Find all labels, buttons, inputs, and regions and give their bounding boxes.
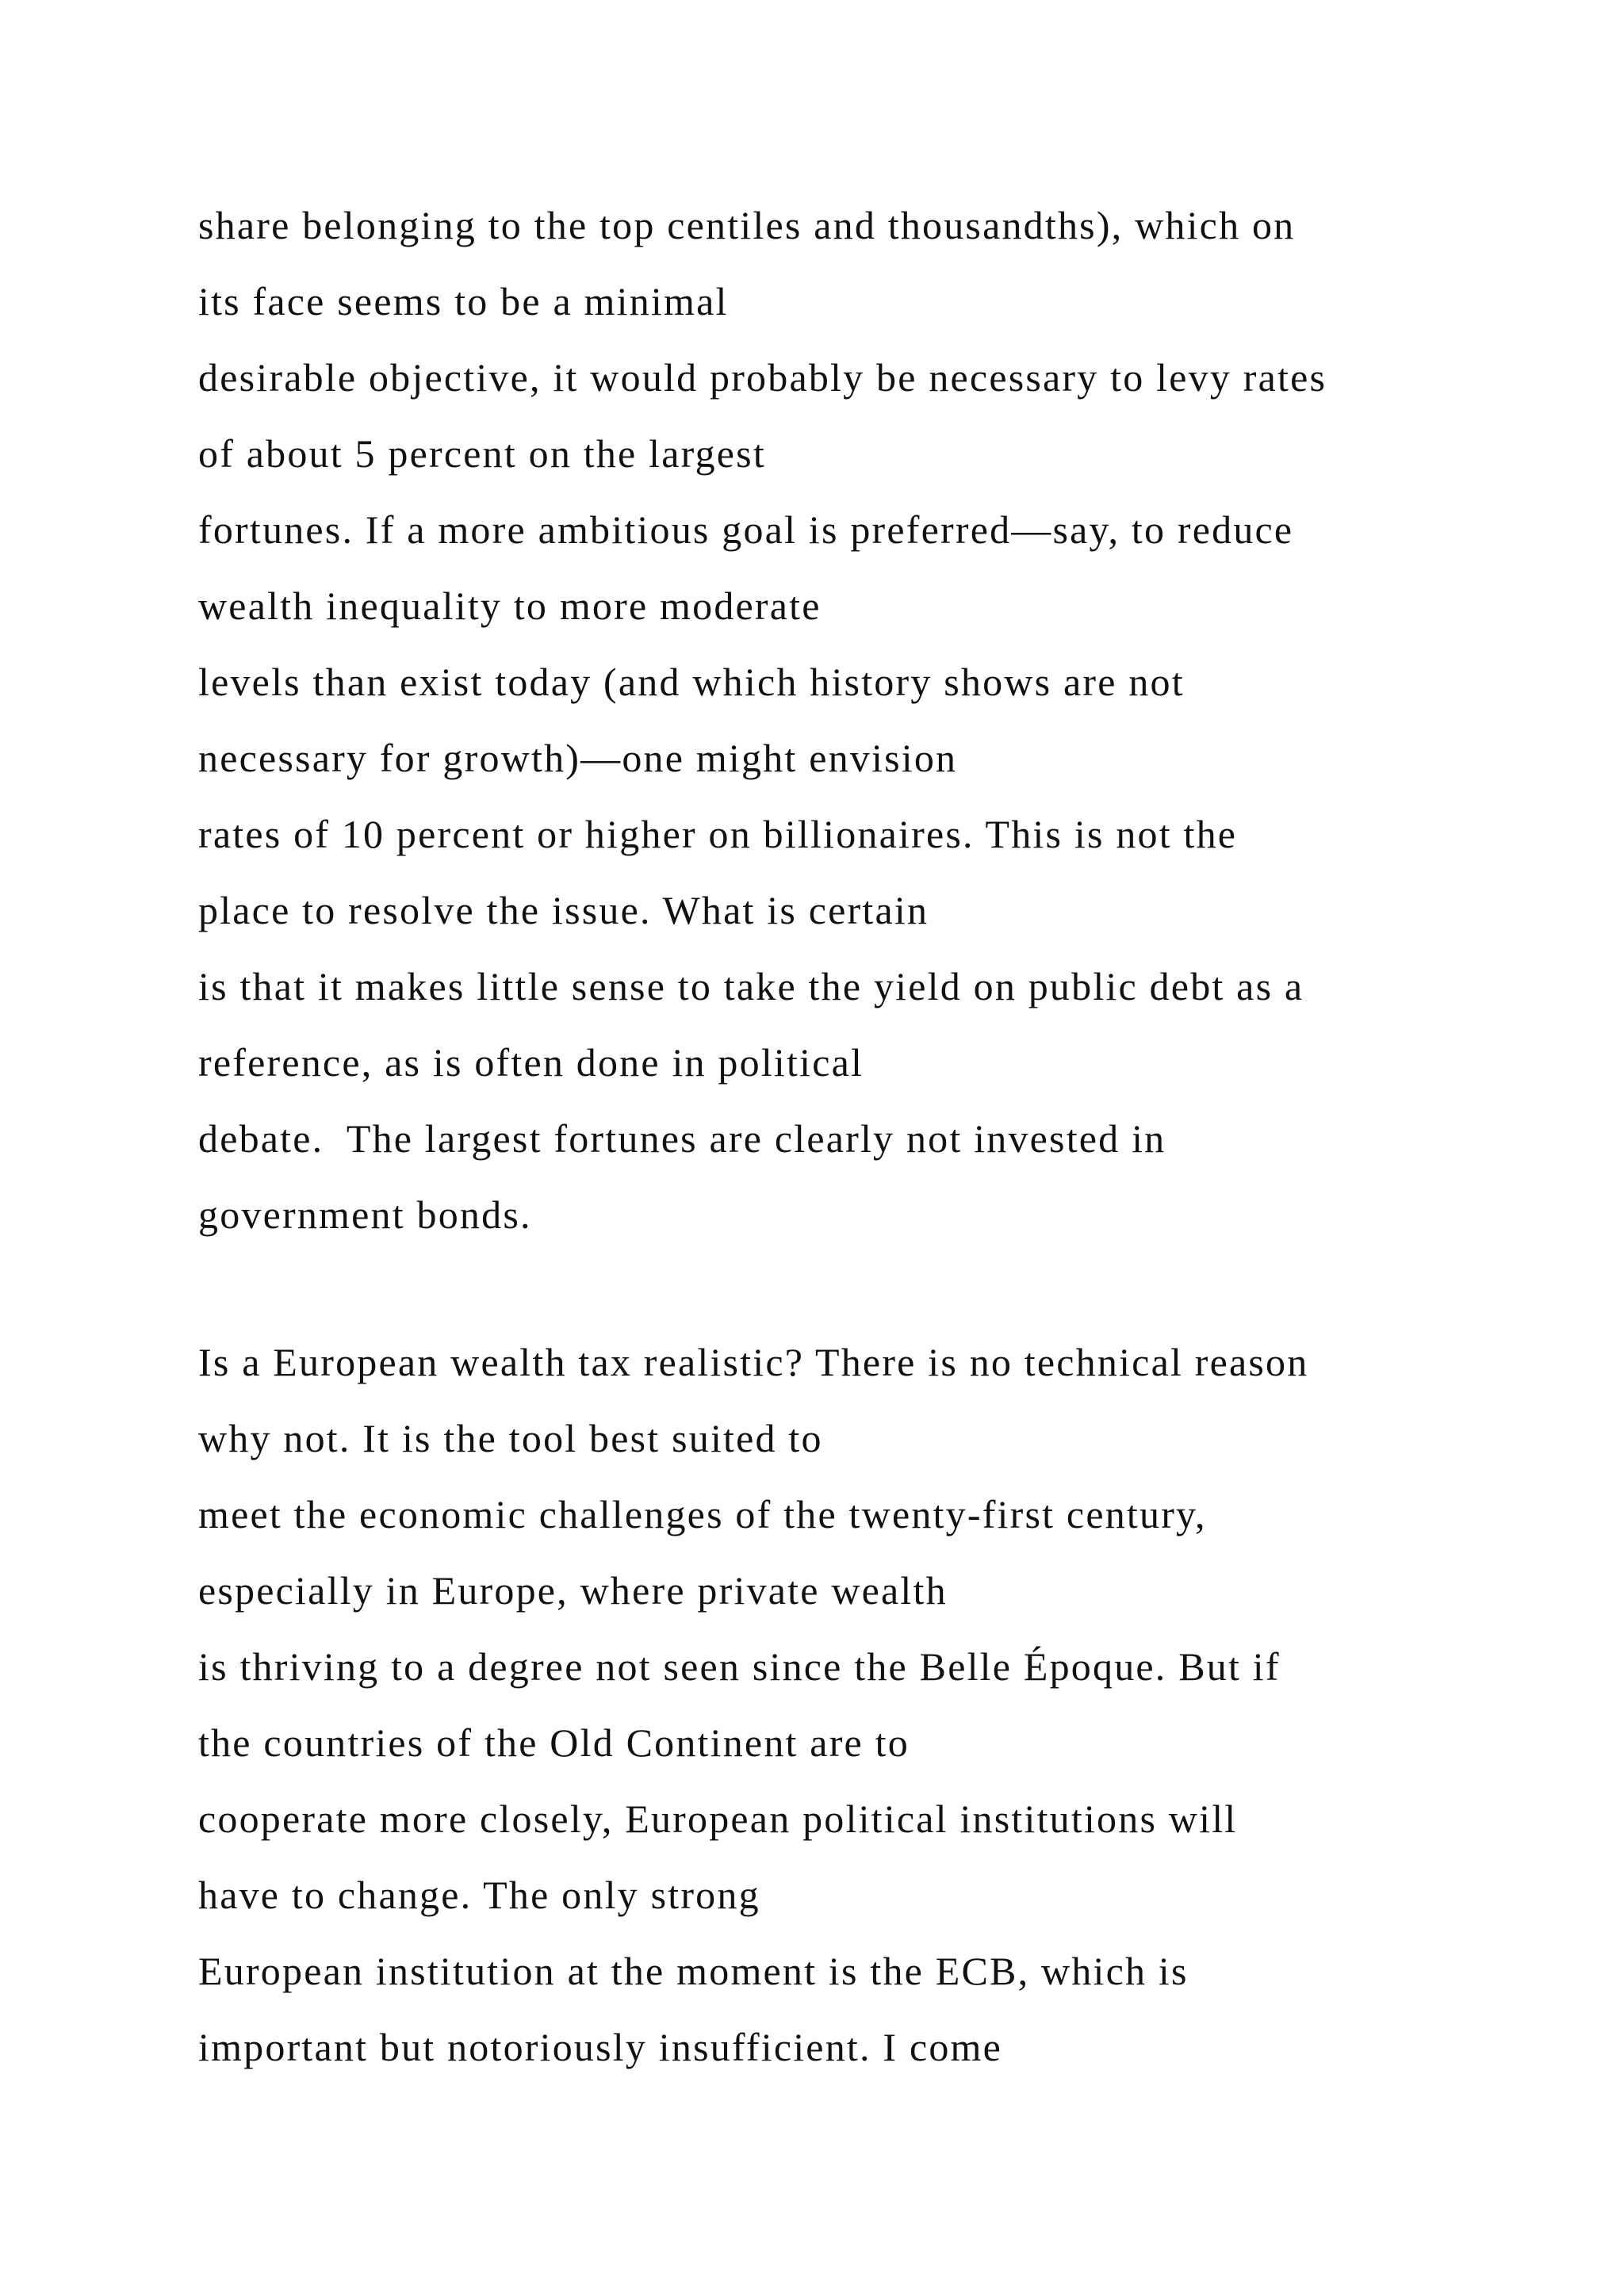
text-line: why not. It is the tool best suited to bbox=[198, 1416, 823, 1460]
text-line: government bonds. bbox=[198, 1192, 532, 1237]
text-line: important but notoriously insufficient. I come bbox=[198, 2025, 1003, 2069]
text-line: rates of 10 percent or higher on billionaires. This is not the bbox=[198, 812, 1238, 856]
text-line: reference, as is often done in political bbox=[198, 1040, 864, 1085]
text-line: the countries of the Old Continent are to bbox=[198, 1720, 910, 1765]
text-line: desirable objective, it would probably be necessary to levy rates bbox=[198, 355, 1327, 400]
text-line: is thriving to a degree not seen since the Belle Époque. But if bbox=[198, 1644, 1281, 1689]
text-line: especially in Europe, where private wealth bbox=[198, 1568, 948, 1613]
text-line: of about 5 percent on the largest bbox=[198, 431, 766, 476]
text-line: levels than exist today (and which history shows are not bbox=[198, 660, 1185, 704]
text-line: its face seems to be a minimal bbox=[198, 279, 729, 323]
text-line: share belonging to the top centiles and thousandths), which on bbox=[198, 203, 1296, 247]
text-line: place to resolve the issue. What is certain bbox=[198, 888, 929, 932]
text-line: is that it makes little sense to take the yield on public debt as a bbox=[198, 964, 1304, 1008]
text-line: European institution at the moment is the ECB, which is bbox=[198, 1949, 1189, 1993]
text-line: have to change. The only strong bbox=[198, 1873, 760, 1917]
text-line: debate. The largest fortunes are clearly not invested in bbox=[198, 1116, 1166, 1161]
paragraph-1 bbox=[198, 187, 1594, 1253]
text-line: wealth inequality to more moderate bbox=[198, 584, 822, 628]
text-line: cooperate more closely, European political institutions will bbox=[198, 1797, 1238, 1841]
text-line: necessary for growth)—one might envision bbox=[198, 736, 958, 780]
paragraph-2 bbox=[198, 1324, 1594, 2085]
text-line: fortunes. If a more ambitious goal is preferred—say, to reduce bbox=[198, 507, 1294, 552]
text-line: meet the economic challenges of the twenty-first century, bbox=[198, 1492, 1207, 1536]
text-line: Is a European wealth tax realistic? There is no technical reason bbox=[198, 1340, 1309, 1384]
